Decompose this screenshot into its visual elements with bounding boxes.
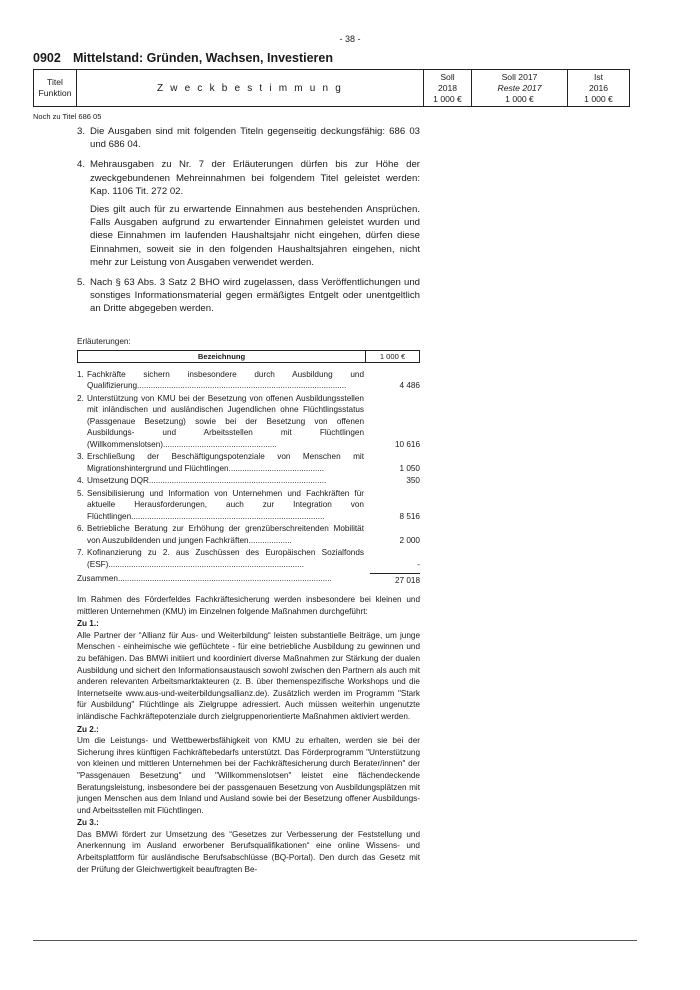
- table-row: [77, 393, 420, 450]
- col-bezeichnung: Bezeichnung: [197, 352, 246, 361]
- row-text: Unterstützung von KMU bei der Besetzung von offenen Ausbildungsstellen mit inländischen und ausländischen Jugendlichen ohne Flüchtlingsstatus (Passgenaue Besetzung) sowie bei der Besetzung von offenen Ausbildungs- und Arbeitsstellen mit Flüchtlingen (Willkommenslotsen)..................................................: [87, 394, 364, 449]
- erlaeuterungen-rows: [77, 369, 420, 570]
- list-item-text: [90, 125, 420, 151]
- header-zweck-text: Z w e c k b e s t i m m u n g: [156, 82, 344, 94]
- chapter-heading: [33, 51, 333, 65]
- row-value: 8 516: [399, 511, 420, 521]
- section-heading: Zu 2.:: [77, 724, 99, 734]
- row-value: 1 050: [399, 463, 420, 473]
- section-text: Um die Leistungs- und Wettbewerbsfähigkeit von KMU zu erhalten, werden sie bei der Sicherung ihres künftigen Fachkräftebedarfs unterstützt. Das Förderprogramm "Unterstützung von kleinen und mittleren Unternehmen bei der Fachkräftesicherung durch Berater/innen" der "Passgenauen Besetzung" und "Willkommenslotsen" leistet eine flächendeckende Beratungsleistung, insbesondere bei der passgenauen Besetzung von Ausbildungsplätzen mit jungen Menschen aus dem Inland und Ausland sowie bei der Besetzung offener Ausbildungs- und Arbeitsstellen mit Flüchtlingen.: [77, 736, 420, 815]
- erlaeuterungen-table: [77, 350, 420, 586]
- table-row: [77, 369, 420, 392]
- erlaeuterungen-label: Erläuterungen:: [77, 337, 131, 346]
- list-item-paragraph: Die Ausgaben sind mit folgenden Titeln gegenseitig deckungsfähig: 686 03 und 686 04.: [90, 126, 420, 151]
- sum-row: [77, 573, 420, 586]
- list-item-paragraph: Mehrausgaben zu Nr. 7 der Erläuterungen dürfen bis zur Höhe der zweckgebundenen Mehreinnahmen bei folgendem Titel geleistet werden: Kap. 1106 Tit. 272 02.: [90, 159, 420, 197]
- header-soll-2018: [423, 70, 471, 106]
- row-number: 2.: [77, 394, 84, 403]
- table-row: [77, 488, 420, 522]
- list-item-number: 5.: [77, 277, 86, 289]
- header-soll-label: Soll: [440, 71, 455, 82]
- sum-label: Zusammen..............................................................................................: [77, 574, 332, 584]
- row-text: Sensibilisierung und Information von Unternehmen und Fachkräften für aktuelle Herausforderungen, auch zur Integration von Flüchtlingen.....................................................................................: [87, 488, 364, 521]
- header-soll-unit: 1 000 €: [433, 93, 462, 104]
- header-titel: Titel: [47, 77, 63, 87]
- row-value: 10 616: [394, 439, 420, 449]
- header-table: [33, 69, 630, 107]
- row-number: 4.: [77, 476, 84, 486]
- section-heading: Zu 3.:: [77, 818, 99, 828]
- row-text: Umsetzung DQR..............................................................................: [87, 476, 327, 486]
- body-intro: Im Rahmen des Förderfeldes Fachkräftesicherung werden insbesondere bei kleinen und mittleren Unternehmen (KMU) im Einzelnen folgende Maßnahmen durchgeführt:: [77, 595, 420, 616]
- chapter-number: 0902: [33, 51, 61, 65]
- header-ist-year: 2016: [588, 82, 609, 93]
- numbered-items: [77, 125, 420, 323]
- list-item-paragraph: Nach § 63 Abs. 3 Satz 2 BHO wird zugelassen, dass Veröffentlichungen und sonstiges Informationsmaterial gegen ermäßigtes Entgelt oder unentgeltlich an Dritte abgegeben werden.: [90, 277, 420, 315]
- header-soll-year: 2018: [437, 82, 458, 93]
- row-number: 1.: [77, 370, 84, 379]
- row-value: -: [417, 559, 420, 569]
- list-item-text: [90, 276, 420, 316]
- header-zweckbestimmung: [76, 70, 423, 106]
- bottom-rule: [33, 940, 637, 941]
- table-row: [77, 451, 420, 474]
- header-funktion: Funktion: [38, 88, 72, 98]
- row-number: 6.: [77, 524, 84, 534]
- list-item: [77, 158, 420, 269]
- header-soll-2017: [471, 70, 567, 106]
- section-text: Das BMWi fördert zur Umsetzung des “Gesetzes zur Verbesserung der Feststellung und Anerkennung im Ausland erworbener Berufsqualifikationen“ eine online Wissens- und Arbeitsplattform für ausländische Berufsabschlüsse (BQ-Portal). Den durch das Gesetz mit der Prüfung der Gleichwertigkeit beauftragten Be-: [77, 829, 420, 874]
- table-row: [77, 547, 420, 570]
- col-unit: 1 000 €: [365, 351, 419, 362]
- row-number: 3.: [77, 452, 84, 462]
- list-item-paragraph: Dies gilt auch für zu erwartende Einnahmen aus bestehenden Ansprüchen. Falls Ausgaben aufgrund zu erwartender Einnahmen geleistet wurden und diese Einnahmen im laufenden Haushaltsjahr nicht eingehen, dürfen diese Einnahmen, soweit sie in den folgenden Haushaltsjahren eingehen, nicht mehr zur Leistung von Ausgaben verwendet werden.: [90, 204, 420, 268]
- row-text: Betriebliche Beratung zur Erhöhung der grenzüberschreitenden Mobilität von Auszubildenden und jungen Fachkräften...................: [87, 524, 364, 545]
- erlaeuterungen-table-header: [77, 350, 420, 363]
- header-ist-2016: [567, 70, 629, 106]
- header-soll2017-unit: 1 000 €: [505, 93, 534, 104]
- sum-value: 27 018: [370, 573, 420, 586]
- header-titel-funktion: [34, 70, 76, 106]
- list-item-number: 4.: [77, 159, 86, 171]
- row-number: 5.: [77, 488, 84, 498]
- body-text: [77, 594, 420, 875]
- header-ist-unit: 1 000 €: [584, 93, 613, 104]
- row-number: 7.: [77, 548, 84, 558]
- row-value: 2 000: [399, 535, 420, 545]
- continuation-note: Noch zu Titel 686 05: [33, 112, 102, 121]
- row-text: Kofinanzierung zu 2. aus Zuschüssen des Europäischen Sozialfonds (ESF)......................................................................................: [87, 548, 364, 569]
- header-soll2017-label: Soll 2017: [501, 71, 538, 82]
- table-row: [77, 475, 420, 486]
- row-text: Fachkräfte sichern insbesondere durch Ausbildung und Qualifizierung............................................................................................: [87, 370, 364, 391]
- list-item-number: 3.: [77, 126, 86, 137]
- row-value: 4 486: [399, 381, 420, 391]
- chapter-title: Mittelstand: Gründen, Wachsen, Investieren: [73, 51, 333, 65]
- list-item: [77, 276, 420, 316]
- row-text: Erschließung der Beschäftigungspotenziale von Menschen mit Migrationshintergrund und Flüchtlingen..........................................: [87, 452, 364, 473]
- header-ist-label: Ist: [593, 71, 604, 82]
- table-row: [77, 523, 420, 546]
- page-number: - 38 -: [339, 34, 361, 44]
- section-text: Alle Partner der “Allianz für Aus- und Weiterbildung“ leisten substantielle Beiträge, um junge Menschen - einheimische wie geflüchtete - für eine betriebliche Ausbildung zu gewinnen und zu befähigen. Das BMWi initiiert und koordiniert diverse Maßnahmen zur Stärkung der dualen Ausbildung und sichert den Informationsaustausch sowohl zwischen den Partnern als auch mit anderen relevanten Arbeitsmarktakteuren (z. B. über themenspezifische Workshops und die Internetseite www.aus-und-weiterbildungsallianz.de). Zusätzlich werden im Programm "Stark für Ausbildung" Flüchtlinge als Zielgruppe adressiert. Auch müssen weiterhin ungenutzte inländische Fachkräftepotenziale durch zielgruppenorientierte Maßnahmen aktiviert werden.: [77, 630, 420, 721]
- list-item-text: [90, 158, 420, 269]
- row-value: 350: [406, 476, 420, 486]
- header-reste-label: Reste 2017: [497, 82, 542, 93]
- section-heading: Zu 1.:: [77, 619, 99, 629]
- list-item: [77, 125, 420, 151]
